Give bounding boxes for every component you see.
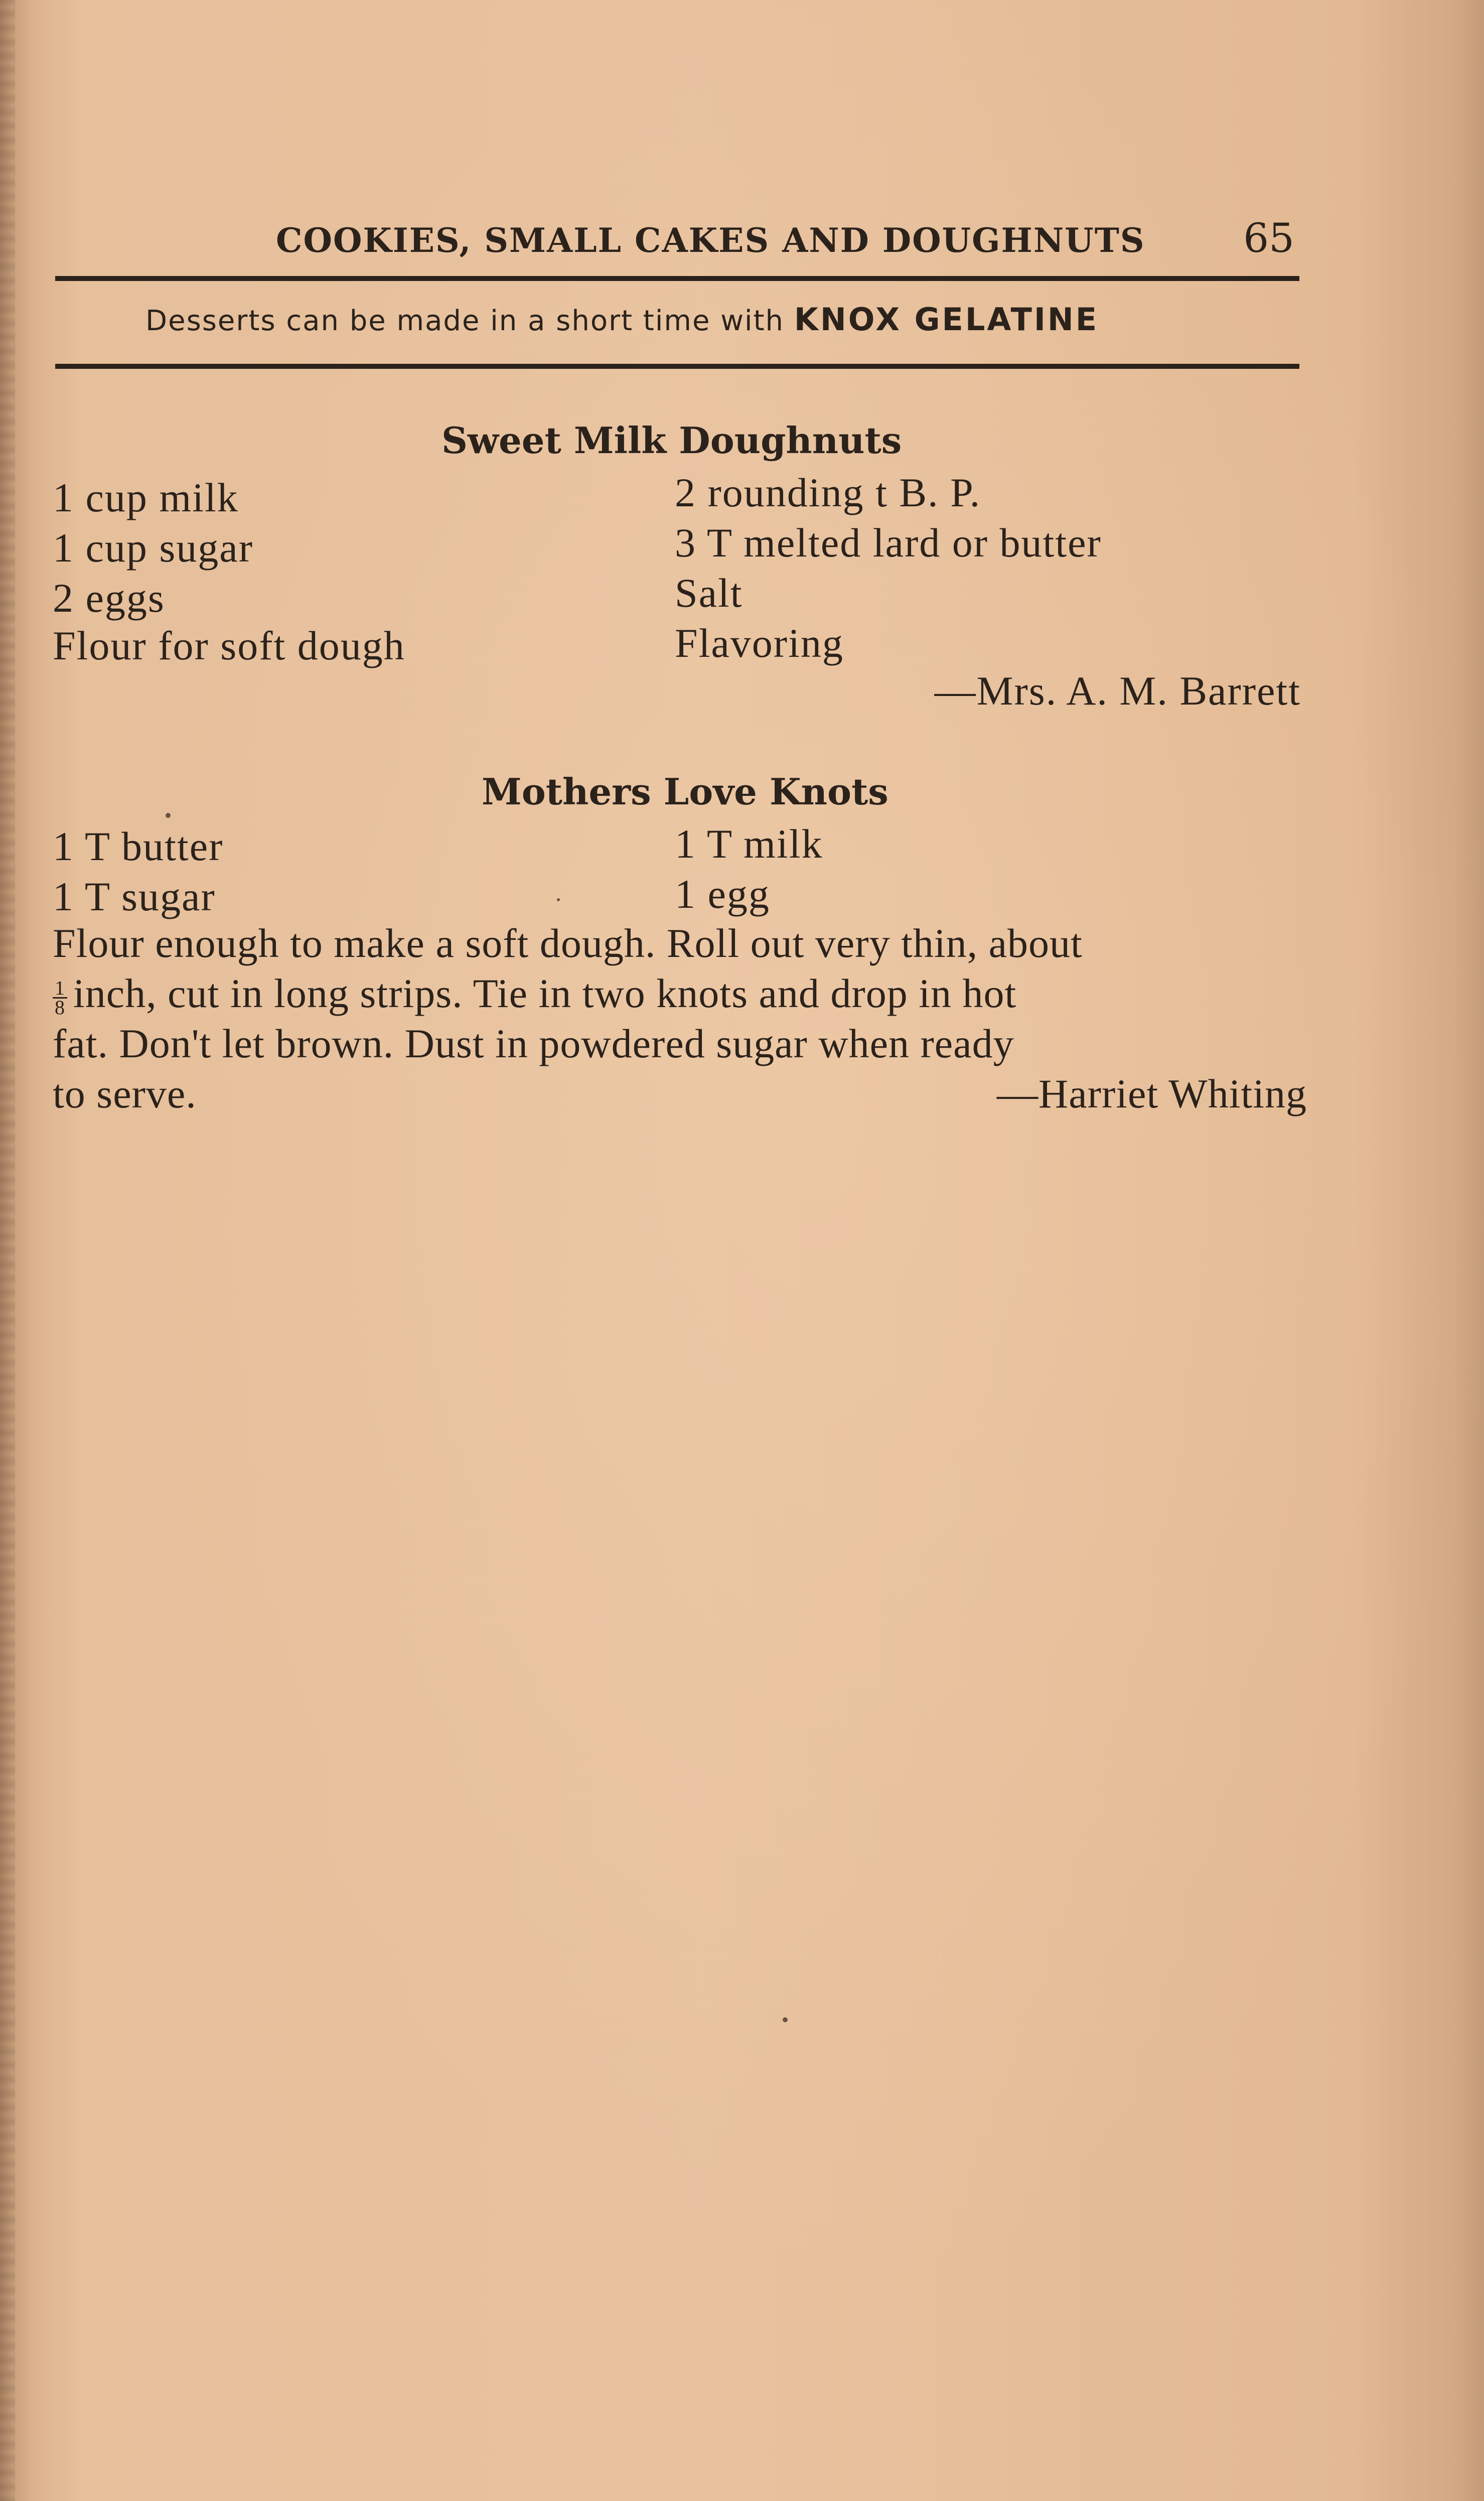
ingredient: 3 T melted lard or butter	[675, 520, 1102, 566]
paper-speck	[166, 813, 171, 818]
paper-speck	[783, 2017, 788, 2022]
ingredient: 1 T sugar	[53, 874, 216, 919]
instruction-line: Flour enough to make a soft dough. Roll out very thin, about	[53, 920, 1083, 966]
advertisement-text: Desserts can be made in a short time with	[145, 305, 785, 337]
advertisement-line	[145, 301, 1099, 338]
recipe-title-sweet-milk-doughnuts: Sweet Milk Doughnuts	[441, 419, 902, 462]
running-head	[55, 211, 1299, 266]
ingredient: Flour for soft dough	[53, 623, 405, 668]
ingredient: 1 cup sugar	[53, 525, 254, 571]
recipe-title-mothers-love-knots: Mothers Love Knots	[482, 770, 888, 813]
section-title: COOKIES, SMALL CAKES AND DOUGHNUTS	[276, 221, 1145, 260]
advertisement-rule	[55, 364, 1299, 369]
fraction-denominator: 8	[55, 996, 65, 1019]
recipe-attribution: —Harriet Whiting	[997, 1071, 1307, 1117]
ingredient: 1 T butter	[53, 823, 224, 869]
ingredient: 1 cup milk	[53, 475, 239, 520]
ingredient: Salt	[675, 570, 743, 616]
instruction-text: inch, cut in long strips. Tie in two knots and drop in hot	[73, 970, 1017, 1016]
paper-speck	[557, 898, 560, 901]
ingredient: 1 T milk	[675, 821, 823, 867]
ingredient: 2 rounding t B. P.	[675, 470, 981, 515]
header-rule	[55, 276, 1299, 281]
instruction-line	[53, 1069, 1307, 1119]
advertisement-brand: KNOX GELATINE	[794, 301, 1099, 338]
instruction-line: fat. Don't let brown. Dust in powdered sugar when ready	[53, 1021, 1014, 1066]
ingredient: 2 eggs	[53, 575, 165, 621]
instruction-text: to serve.	[53, 1071, 197, 1117]
ingredient: Flavoring	[675, 620, 844, 666]
page-number: 65	[1243, 215, 1294, 261]
instruction-line	[53, 968, 1307, 1019]
recipe-instructions	[53, 918, 1307, 1119]
fraction-numerator: 1	[53, 979, 67, 999]
fraction-one-eighth	[53, 976, 67, 1019]
recipe-attribution: —Mrs. A. M. Barrett	[934, 668, 1301, 714]
ingredient: 1 egg	[675, 871, 770, 917]
